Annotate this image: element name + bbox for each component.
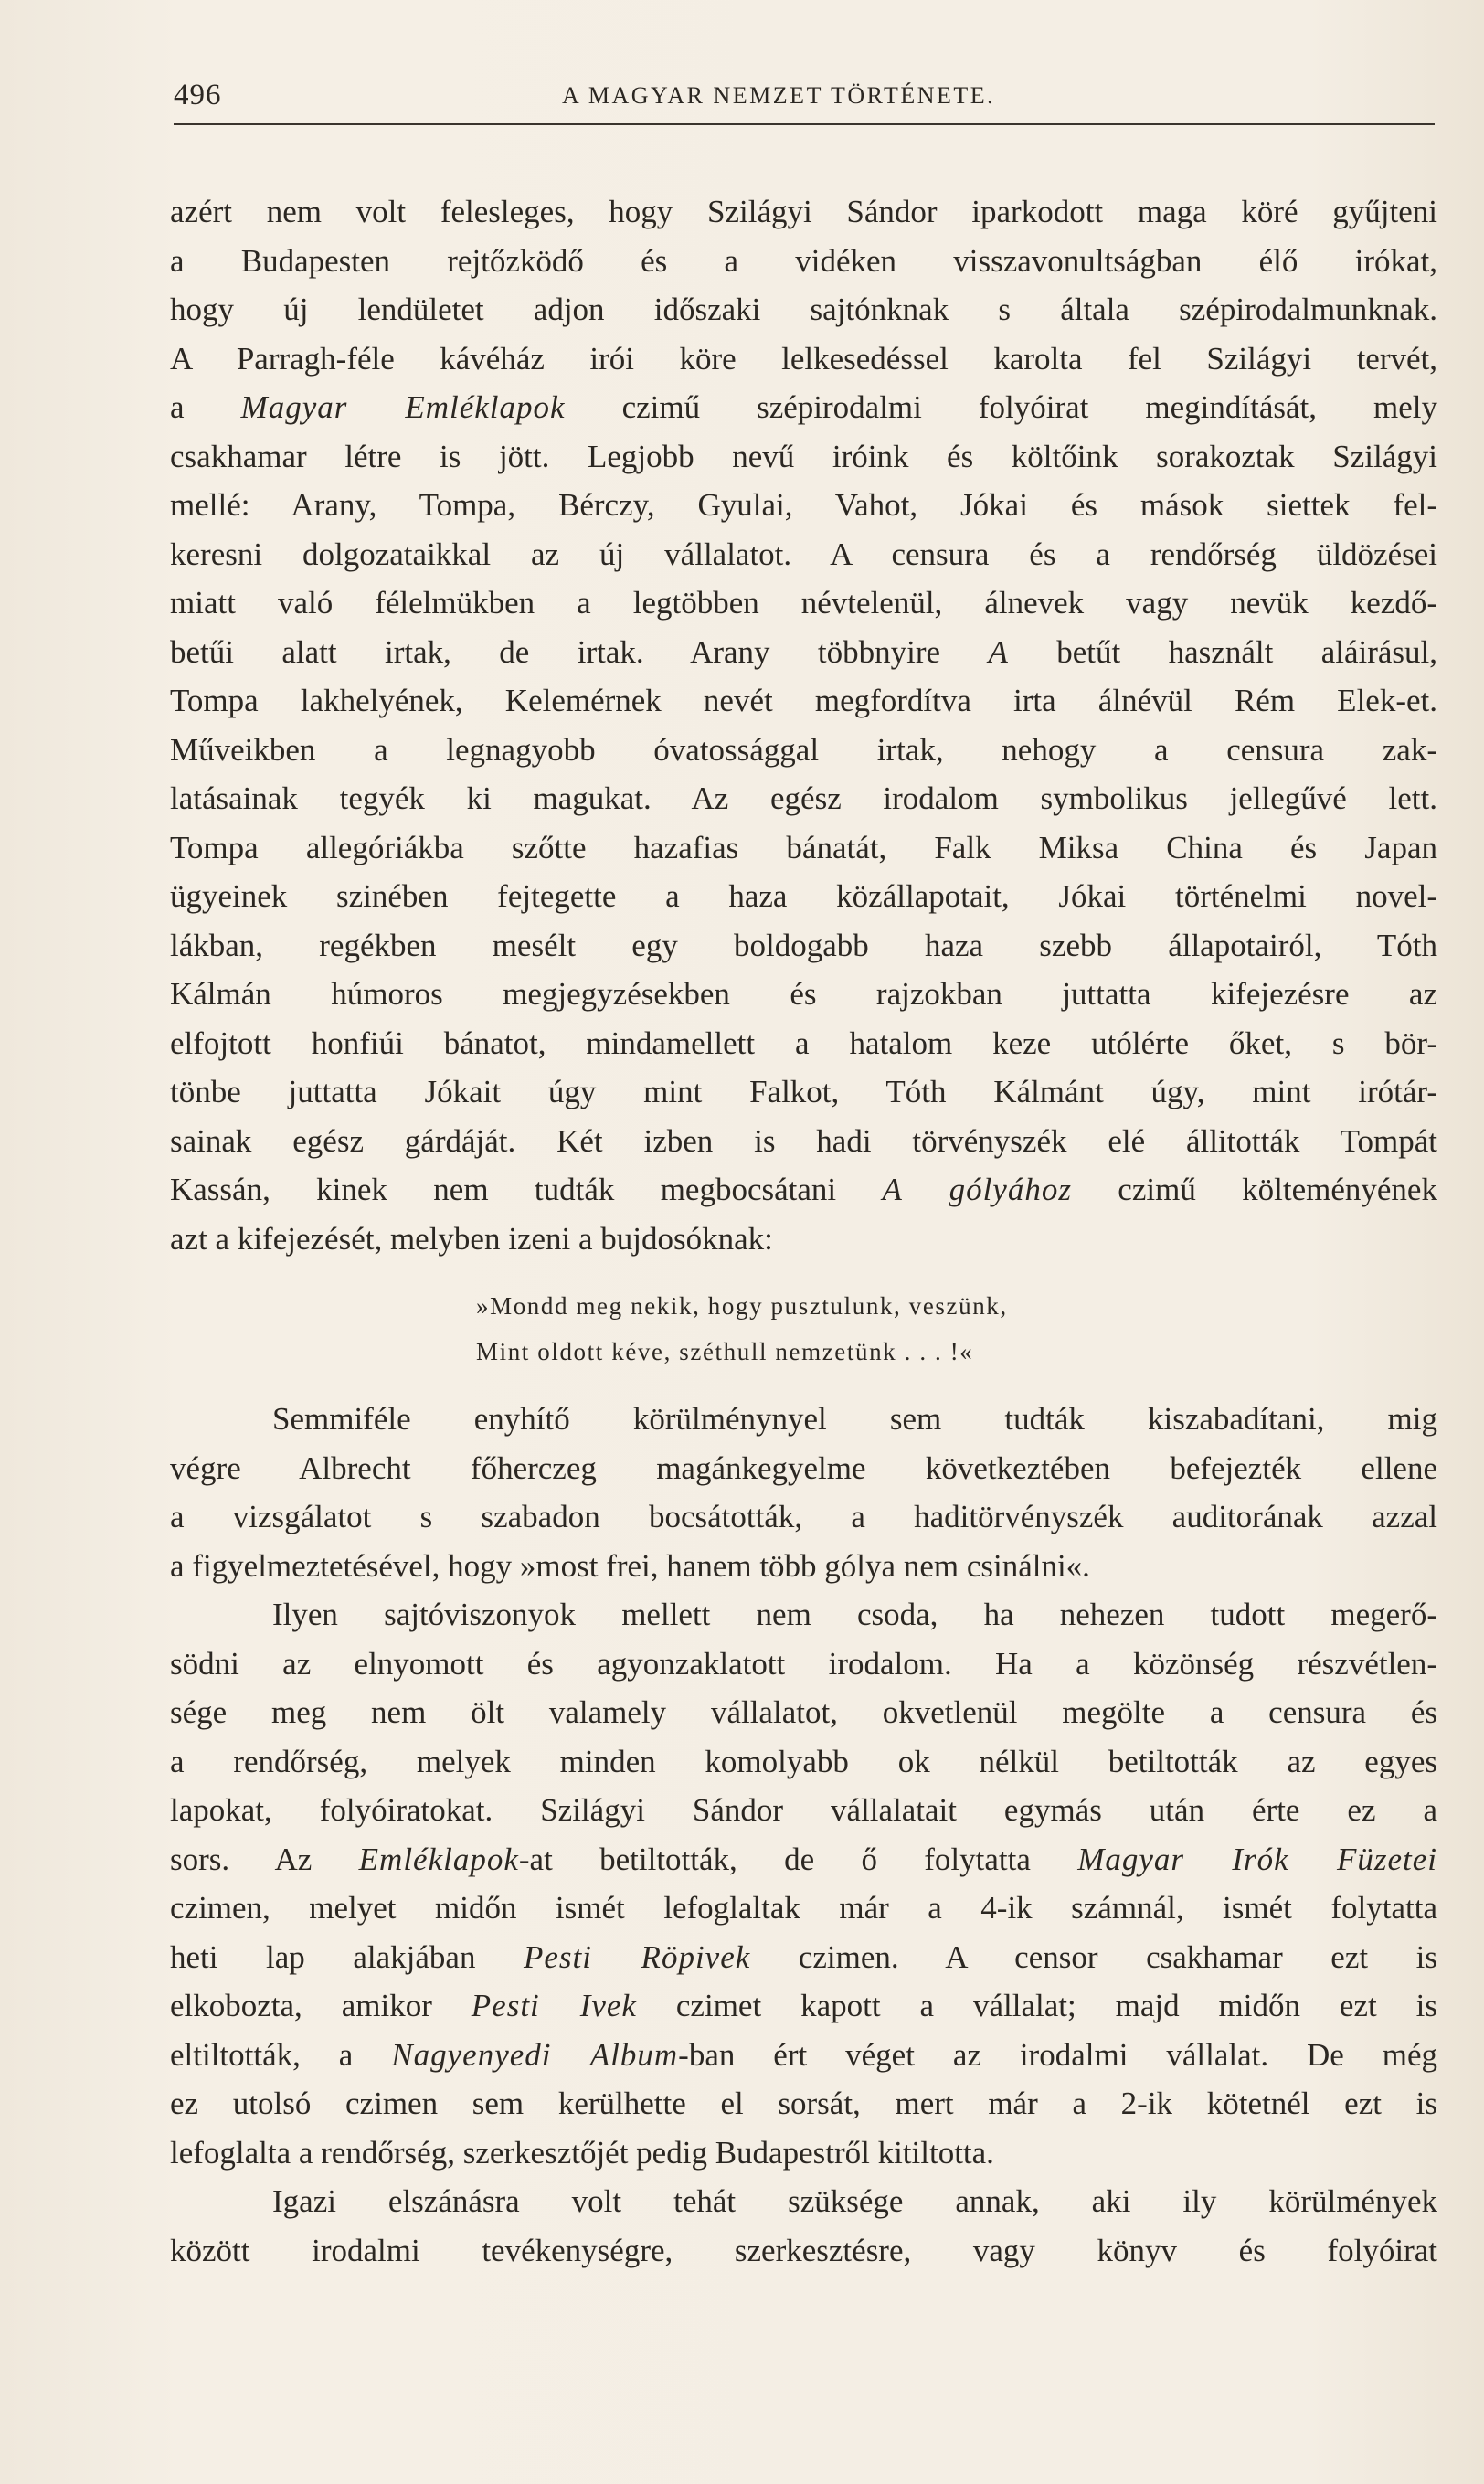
text-run: elkobozta, amikor (170, 1988, 472, 2023)
page-number: 496 (174, 79, 222, 111)
spacer (170, 1263, 1437, 1283)
italic-title: A gólyához (882, 1172, 1072, 1207)
italic-title: Pesti Röpivek (524, 1938, 751, 1975)
text-line: lefoglalta a rendőrség, szerkesztőjét pedig Budapestről kitiltotta. (170, 2134, 994, 2171)
italic-title: Nagyenyedi Album (391, 2036, 679, 2073)
text-line: azért nem volt felesleges, hogy Szilágyi Sándor iparkodott maga köré gyűjteni (170, 194, 1437, 229)
text-line (170, 1835, 1437, 1884)
italic-title: Emléklapok (358, 1841, 519, 1877)
text-line: keresni dolgozataikkal az új vállalatot. A censura és a rendőrség üldözései (170, 536, 1437, 572)
text-run: -at betiltották, de ő folytatta (518, 1841, 1078, 1877)
text-line: hogy új lendületet adjon időszaki sajtónknak s általa szépirodalmunknak. (170, 292, 1437, 327)
spacer (170, 1375, 1437, 1395)
text-line: sainak egész gárdáját. Két izben is hadi törvényszék elé állitották Tompát (170, 1122, 1437, 1159)
text-run: heti lap alakjában (170, 1938, 525, 1975)
body-text (170, 187, 1437, 2275)
text-line: tönbe juttatta Jókait úgy mint Falkot, Tóth Kálmánt úgy, mint irótár- (170, 1074, 1437, 1109)
text-line (170, 1981, 1437, 2031)
text-line: a Budapesten rejtőzködő és a vidéken visszavonultságban élő irókat, (170, 242, 1437, 279)
text-line: között irodalmi tevékenységre, szerkesztésre, vagy könyv és folyóirat (170, 2232, 1437, 2268)
text-line: latásainak tegyék ki magukat. Az egész irodalom symbolikus jellegűvé lett. (170, 780, 1437, 816)
text-run: czimet kapott a vállalat; majd midőn ezt is (636, 1988, 1437, 2023)
text-line: Semmiféle enyhítő körülménynyel sem tudták kiszabadítani, mig (272, 1401, 1437, 1437)
running-head (174, 79, 1435, 115)
text-run: czimű költeményének (1071, 1172, 1437, 1207)
text-line: A Parragh-féle kávéház irói köre lelkesedéssel karolta fel Szilágyi tervét, (170, 340, 1437, 377)
text-line: elfojtott honfiúi bánatot, mindamellett a hatalom keze utólérte őket, s bör- (170, 1024, 1437, 1061)
text-line: Tompa lakhelyének, Kelemérnek nevét megfordítva irta álnévül Rém Elek-et. (170, 683, 1437, 718)
running-title: A MAGYAR NEMZET TÖRTÉNETE. (562, 82, 996, 109)
header-rule (174, 123, 1435, 125)
text-line (170, 2031, 1437, 2080)
text-run: czimen. A censor csakhamar ezt is (750, 1938, 1437, 1975)
text-line: mellé: Arany, Tompa, Bérczy, Gyulai, Vahot, Jókai és mások siettek fel- (170, 487, 1437, 523)
text-line: a rendőrség, melyek minden komolyabb ok nélkül betiltották az egyes (170, 1743, 1437, 1779)
text-line: a vizsgálatot s szabadon bocsátották, a haditörvényszék auditorának azzal (170, 1499, 1437, 1534)
italic-title: Magyar Irók Füzetei (1077, 1841, 1438, 1877)
text-run: sors. Az (170, 1841, 359, 1877)
text-line: Igazi elszánásra volt tehát szüksége annak, aki ily körülmények (272, 2183, 1437, 2219)
italic-title: Pesti Ivek (471, 1988, 637, 2023)
text-line: végre Albrecht főherczeg magánkegyelme következtében befejezték ellene (170, 1449, 1437, 1486)
text-line (170, 383, 1437, 432)
text-line (170, 1165, 1437, 1215)
italic-title: Magyar Emléklapok (240, 389, 566, 425)
text-run: czimű szépirodalmi folyóirat megindítását, mely (565, 389, 1437, 425)
text-line: czimen, melyet midőn ismét lefoglaltak már a 4-ik számnál, ismét folytatta (170, 1890, 1437, 1926)
text-line: Ilyen sajtóviszonyok mellett nem csoda, ha nehezen tudott megerő- (272, 1597, 1437, 1632)
verse-line: »Mondd meg nekik, hogy pusztulunk, veszünk, (476, 1292, 1008, 1320)
text-line: csakhamar létre is jött. Legjobb nevű iróink és költőink sorakoztak Szilágyi (170, 438, 1437, 474)
text-line: Műveikben a legnagyobb óvatossággal irtak, nehogy a censura zak- (170, 731, 1437, 768)
text-line: lákban, regékben mesélt egy boldogabb haza szebb állapotairól, Tóth (170, 927, 1437, 963)
text-run: betűt használt aláirásul, (1008, 633, 1437, 670)
text-line: a figyelmeztetésével, hogy »most frei, hanem több gólya nem csinálni«. (170, 1547, 1090, 1584)
italic-title: A (988, 633, 1009, 670)
text-run: Kassán, kinek nem tudták megbocsátani (170, 1172, 883, 1207)
text-line: azt a kifejezését, melyben izeni a bujdosóknak: (170, 1220, 773, 1257)
text-line (170, 628, 1437, 677)
text-line (170, 1933, 1437, 1982)
verse-line: Mint oldott kéve, széthull nemzetünk . . . !« (476, 1338, 974, 1365)
text-line: Kálmán húmoros megjegyzésekben és rajzokban juttatta kifejezésre az (170, 976, 1437, 1012)
text-run: betűi alatt irtak, de irtak. Arany többnyire (170, 633, 989, 670)
text-line: ügyeinek szinében fejtegette a haza közállapotait, Jókai történelmi novel- (170, 878, 1437, 914)
text-run: a (170, 389, 241, 425)
text-line: sége meg nem ölt valamely vállalatot, okvetlenül megölte a censura és (170, 1694, 1437, 1730)
text-run: eltiltották, a (170, 2036, 392, 2073)
text-run: -ban ért véget az irodalmi vállalat. De még (678, 2036, 1437, 2073)
text-line: Tompa allegóriákba szőtte hazafias bánatát, Falk Miksa China és Japan (170, 829, 1437, 865)
text-line: miatt való félelmükben a legtöbben névtelenül, álnevek vagy nevük kezdő- (170, 585, 1437, 621)
text-line: ez utolsó czimen sem kerülhette el sorsát, mert már a 2-ik kötetnél ezt is (170, 2086, 1437, 2121)
text-line: södni az elnyomott és agyonzaklatott irodalom. Ha a közönség részvétlen- (170, 1645, 1437, 1682)
text-line: lapokat, folyóiratokat. Szilágyi Sándor vállalatait egymás után érte ez a (170, 1792, 1437, 1828)
